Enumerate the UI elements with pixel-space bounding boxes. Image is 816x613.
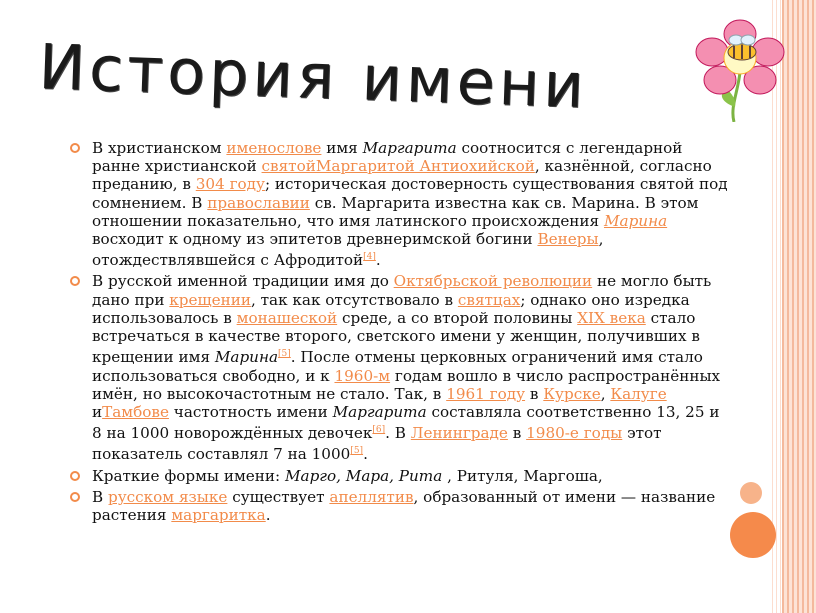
italic-name: Маргарита [362, 139, 457, 157]
text: . [375, 251, 381, 270]
text: В христианском [92, 139, 227, 157]
link-1980s[interactable]: 1980-е годы [526, 424, 623, 443]
text: В [92, 487, 108, 506]
paragraph-short-forms [70, 467, 730, 485]
link-baptism[interactable]: крещении [169, 290, 251, 309]
text: . В [385, 424, 411, 443]
paragraph-russian-tradition [70, 272, 730, 463]
text: В русской именной традиции имя до [92, 272, 394, 291]
link-tambov[interactable]: Тамбове [102, 402, 169, 421]
link-1960s[interactable]: 1960-м [334, 366, 391, 385]
link-kaluga[interactable]: Калуге [610, 384, 667, 403]
text: , Ритуля, Маргоша, [442, 466, 603, 485]
bullet-circle-icon [70, 143, 80, 153]
bullet-circle-icon [70, 471, 80, 481]
text: , [600, 384, 611, 403]
text: ; однако оно изредка использовалось в [92, 290, 690, 327]
text: среде, а со второй половины [337, 308, 578, 327]
link-kursk[interactable]: Курске [543, 384, 601, 403]
decorative-circle-large [730, 512, 776, 558]
link-october-revolution[interactable]: Октябрьской революции [393, 272, 593, 291]
slide-title: История имени [37, 30, 589, 123]
link-leningrad[interactable]: Ленинграде [410, 424, 508, 443]
text: . [363, 445, 368, 464]
text: восходит к одному из эпитетов древнеримской богини [92, 230, 538, 249]
link-marina[interactable]: Марина [603, 211, 668, 230]
footnote-4[interactable]: [4] [363, 252, 376, 263]
text: частотность имени [168, 402, 333, 421]
bullet-circle-icon [70, 492, 80, 502]
link-russian-language[interactable]: русском языке [108, 487, 228, 506]
text: не могло быть дано при [92, 272, 712, 309]
text: составляла соответственно 13, 25 и 8 на 1000 новорождённых девочек [92, 402, 720, 443]
link-monastic[interactable]: монашеской [236, 308, 338, 327]
link-svyattsy[interactable]: святцах [457, 290, 521, 309]
link-1961-year[interactable]: 1961 году [446, 384, 526, 403]
text: св. Маргарита известна как св. Марина. В этом отношении показательно, что имя латинского происхождения [92, 193, 699, 230]
text: ; историческая достоверность существования святой под сомнением. В [92, 175, 728, 212]
link-orthodoxy[interactable]: православии [207, 193, 310, 212]
text: годам вошло в число распространённых имён, но высокочастотным не стало. Так, в [92, 366, 721, 403]
text: , отождествлявшейся с Афродитой [92, 230, 604, 270]
link-imenoslov[interactable]: именослове [226, 139, 322, 157]
link-304-year[interactable]: 304 году [195, 175, 265, 194]
decorative-circle-small [740, 482, 762, 504]
text: в [525, 384, 544, 403]
text: в [507, 424, 527, 443]
text: . [265, 506, 271, 525]
link-appellative[interactable]: апеллятив [329, 487, 414, 506]
link-19th-century[interactable]: XIX века [577, 308, 646, 327]
footnote-5[interactable]: [5] [278, 349, 291, 360]
italic-name: Маргарита [332, 402, 427, 421]
text: и [92, 402, 103, 421]
text: , казнённой, согласно преданию, в [92, 157, 712, 194]
footnote-6[interactable]: [6] [372, 425, 386, 436]
paragraph-appellative [70, 488, 730, 524]
text: Краткие формы имени: [92, 466, 285, 485]
link-margaritka[interactable]: маргаритка [171, 506, 266, 525]
text: существует [227, 487, 330, 506]
slide-body [70, 139, 730, 527]
italic-name: Марина [214, 348, 279, 367]
text: . После отмены церковных ограничений имя стало использоваться свободно, и к [92, 348, 703, 385]
text: , образованный от имени — название растения [92, 487, 716, 525]
bullet-circle-icon [70, 276, 80, 286]
text: имя [321, 139, 363, 157]
text: , так как отсутствовало в [250, 290, 458, 309]
text: стало встречаться в качестве второго, светского имени у женщин, получивших в крещении имя [92, 308, 700, 367]
text: соотносится с легендарной ранне христианской [92, 139, 683, 176]
link-venus[interactable]: Венеры [537, 230, 599, 249]
flower-bee-icon [690, 12, 790, 122]
link-saint-margaret[interactable]: святойМаргаритой Антиохийской [261, 157, 535, 176]
text: этот показатель составлял 7 на 1000 [92, 424, 662, 464]
footnote-5b[interactable]: [5] [350, 446, 364, 457]
italic-short-forms: Марго, Мара, Рита [284, 466, 443, 485]
paragraph-christian [70, 139, 730, 269]
